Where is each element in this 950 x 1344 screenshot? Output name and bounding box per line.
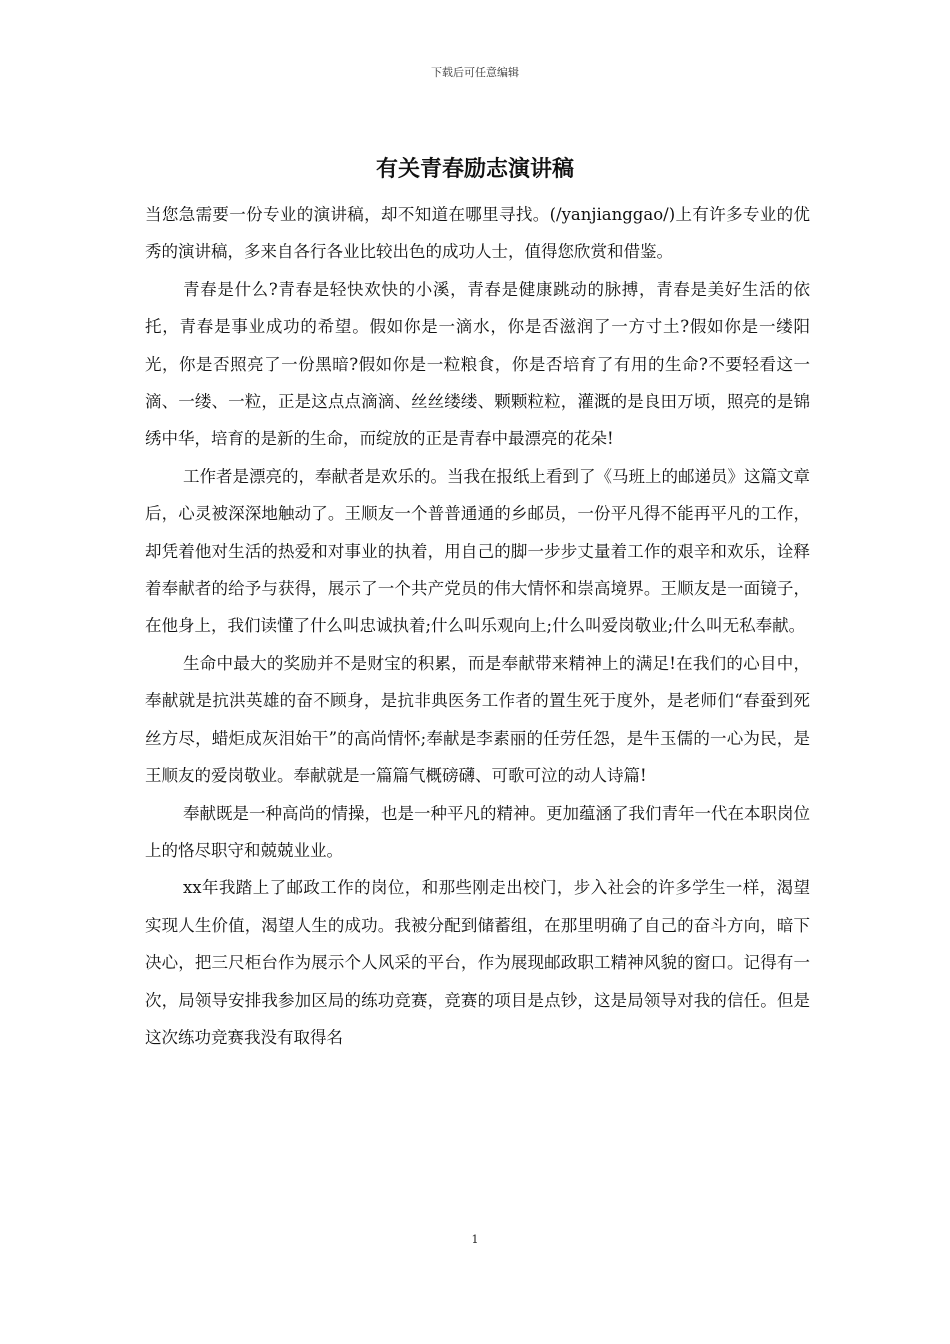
paragraph-intro: 当您急需要一份专业的演讲稿，却不知道在哪里寻找。(/yanjianggao/)上有许多专业的优秀的演讲稿，多来自各行各业比较出色的成功人士，值得您欣赏和借鉴。 [145,205,810,262]
page-number: 1 [471,1233,479,1246]
document-body [145,196,810,1056]
paragraph: 生命中最大的奖励并不是财宝的积累，而是奉献带来精神上的满足!在我们的心目中，奉献就是抗洪英雄的奋不顾身，是抗非典医务工作者的置生死于度外，是老师们“春蚕到死丝方尽，蜡炬成灰泪始干”的高尚情怀;奉献是李素丽的任劳任怨，是牛玉儒的一心为民，是王顺友的爱岗敬业。奉献就是一篇篇气概磅礴、可歌可泣的动人诗篇! [145,653,810,786]
document-title: 有关青春励志演讲稿 [375,157,574,182]
paragraph: 青春是什么?青春是轻快欢快的小溪，青春是健康跳动的脉搏，青春是美好生活的依托，青春是事业成功的希望。假如你是一滴水，你是否滋润了一方寸土?假如你是一缕阳光，你是否照亮了一份黑暗?假如你是一粒粮食，你是否培育了有用的生命?不要轻看这一滴、一缕、一粒，正是这点点滴滴、丝丝缕缕、颗颗粒粒，灌溉的是良田万顷，照亮的是锦绣中华，培育的是新的生命，而绽放的正是青春中最漂亮的花朵! [145,279,810,449]
page-header: 下载后可任意编辑 [431,66,519,79]
paragraph: 奉献既是一种高尚的情操，也是一种平凡的精神。更加蕴涵了我们青年一代在本职岗位上的恪尽职守和兢兢业业。 [145,803,810,860]
paragraph: xx年我踏上了邮政工作的岗位，和那些刚走出校门，步入社会的许多学生一样，渴望实现人生价值，渴望人生的成功。我被分配到储蓄组，在那里明确了自己的奋斗方向，暗下决心，把三尺柜台作为展示个人风采的平台，作为展现邮政职工精神风貌的窗口。记得有一次，局领导安排我参加区局的练功竞赛，竞赛的项目是点钞，这是局领导对我的信任。但是这次练功竞赛我没有取得名 [145,878,810,1047]
paragraph: 工作者是漂亮的，奉献者是欢乐的。当我在报纸上看到了《马班上的邮递员》这篇文章后，心灵被深深地触动了。王顺友一个普普通通的乡邮员，一份平凡得不能再平凡的工作，却凭着他对生活的热爱和对事业的执着，用自己的脚一步步丈量着工作的艰辛和欢乐，诠释着奉献者的给予与获得，展示了一个共产党员的伟大情怀和崇高境界。王顺友是一面镜子，在他身上，我们读懂了什么叫忠诚执着;什么叫乐观向上;什么叫爱岗敬业;什么叫无私奉献。 [145,466,810,636]
